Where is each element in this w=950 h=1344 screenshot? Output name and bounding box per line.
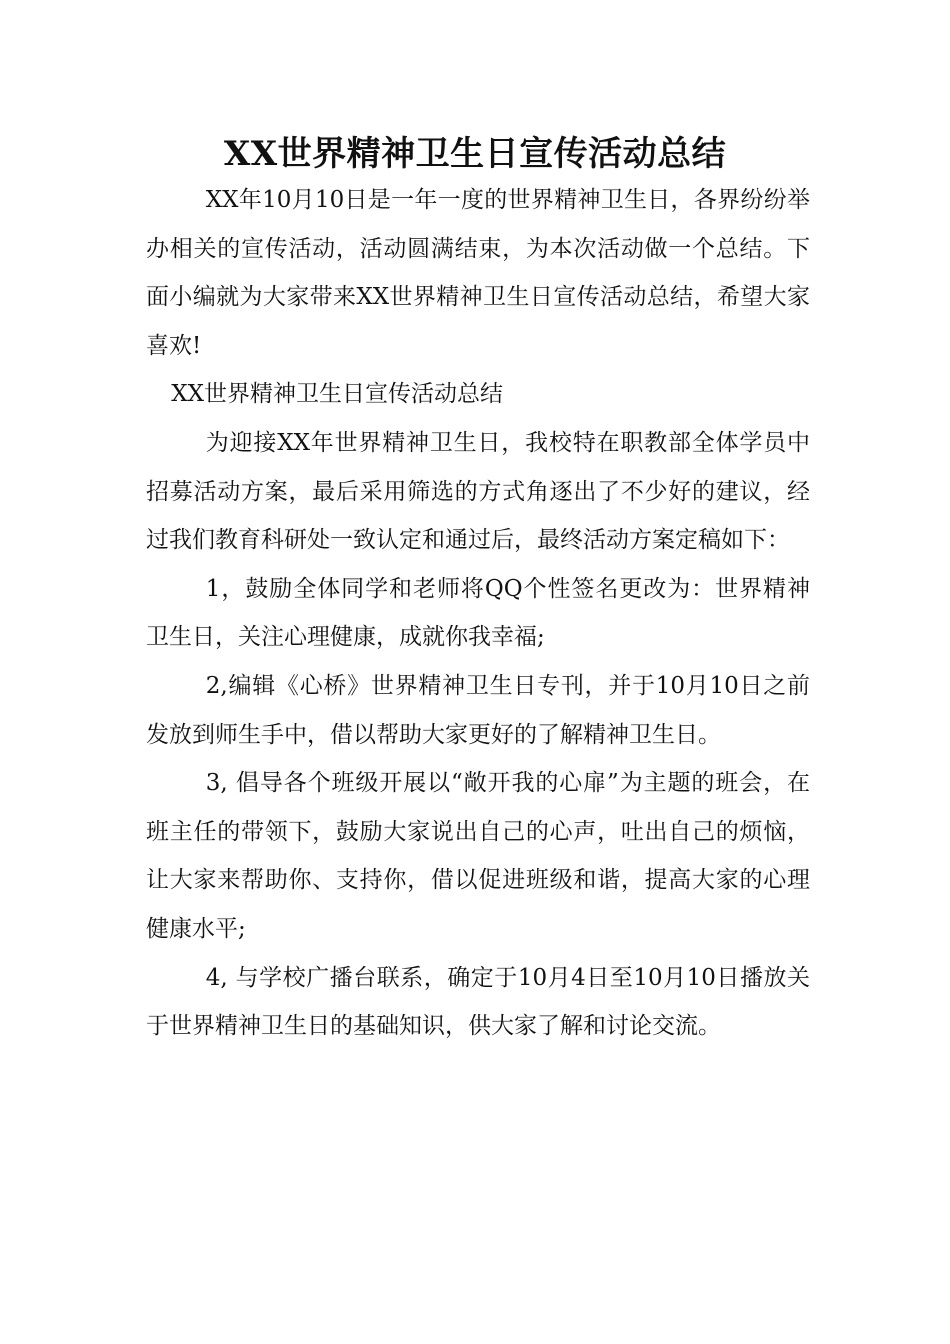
document-title: XX世界精神卫生日宣传活动总结 xyxy=(223,134,727,174)
section-heading: XX世界精神卫生日宣传活动总结 xyxy=(171,381,504,408)
list-item-4: 4, 与学校广播台联系，确定于10月4日至10月10日播放关于世界精神卫生日的基础知识，供大家了解和讨论交流。 xyxy=(146,964,810,1040)
list-item-2: 2,编辑《心桥》世界精神卫生日专刊，并于10月10日之前发放到师生手中，借以帮助大家更好的了解精神卫生日。 xyxy=(146,672,810,748)
document-body xyxy=(146,176,810,1051)
list-item-1: 1，鼓励全体同学和老师将QQ个性签名更改为：世界精神卫生日，关注心理健康，成就你我幸福; xyxy=(146,575,810,651)
body-paragraph: 为迎接XX年世界精神卫生日，我校特在职教部全体学员中招募活动方案，最后采用筛选的方式角逐出了不少好的建议，经过我们教育科研处一致认定和通过后，最终活动方案定稿如下： xyxy=(146,429,810,554)
list-item-3: 3, 倡导各个班级开展以“敞开我的心扉”为主题的班会，在班主任的带领下，鼓励大家说出自己的心声，吐出自己的烦恼，让大家来帮助你、支持你，借以促进班级和谐，提高大家的心理健康水平; xyxy=(146,770,810,942)
intro-paragraph: XX年10月10日是一年一度的世界精神卫生日，各界纷纷举办相关的宣传活动，活动圆满结束，为本次活动做一个总结。下面小编就为大家带来XX世界精神卫生日宣传活动总结，希望大家喜欢! xyxy=(146,187,810,359)
